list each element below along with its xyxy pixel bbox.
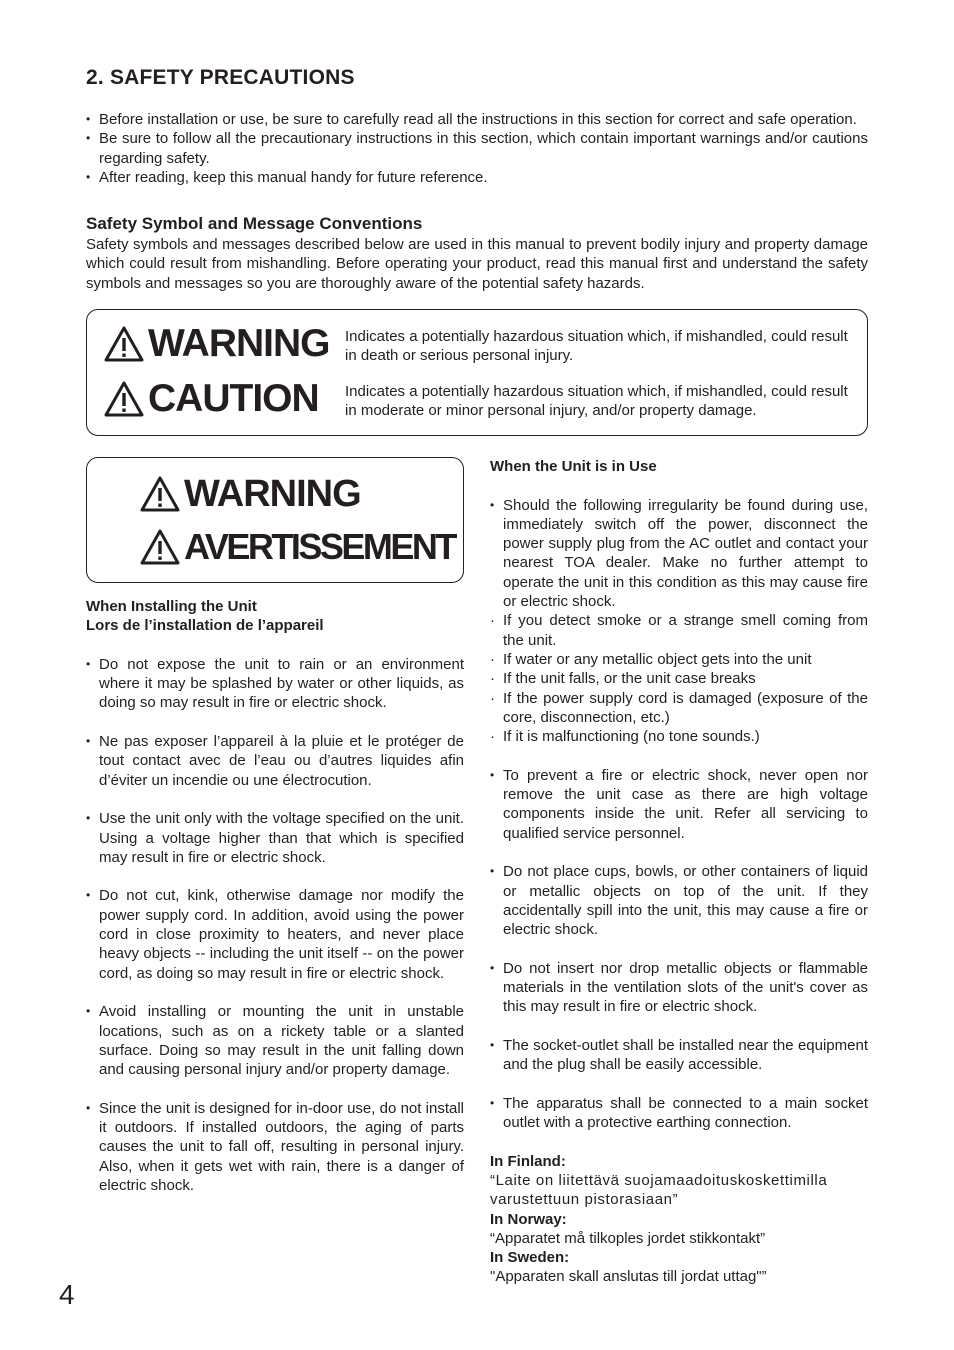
intro-bullet: • After reading, keep this manual handy for future reference.: [86, 168, 868, 187]
list-item: • Do not expose the unit to rain or an environment where it may be splashed by water or other liquids, as doing so may result in fire or electric shock.: [86, 655, 464, 713]
conventions-text: Safety symbols and messages described below are used in this manual to prevent bodily injury and property damage which could result from mishandling. Before operating your product, read this manual first and understand the safety symbols and messages so you are thoroughly aware of the potential safety hazards.: [86, 236, 868, 292]
installing-heading: When Installing the Unit: [86, 598, 257, 615]
legend-caution-text: Indicates a potentially hazardous situation which, if mishandled, could result in moderate or minor personal injury, and/or property damage.: [345, 383, 848, 420]
intro-bullet: • Be sure to follow all the precautionary instructions in this section, which contain important warnings and/or cautions regarding safety.: [86, 129, 868, 168]
installing-heading-fr: Lors de l’installation de l’appareil: [86, 617, 324, 635]
section-title: 2. SAFETY PRECAUTIONS: [86, 66, 355, 89]
legend-warning-text: Indicates a potentially hazardous situation which, if mishandled, could result in death or serious personal injury.: [345, 328, 848, 365]
left-column: [86, 597, 464, 1195]
avertissement-label: AVERTISSEMENT: [184, 526, 455, 567]
warning-signal: [140, 472, 361, 516]
sweden-label: In Sweden:: [490, 1249, 570, 1267]
finland-text: “Laite on liitettävä suojamaadoituskoskettimilla varustettuun pistorasiaan”: [490, 1171, 828, 1209]
avertissement-signal: [140, 525, 455, 569]
list-item: • The apparatus shall be connected to a main socket outlet with a protective earthing connection.: [490, 1094, 868, 1133]
list-item: • Do not place cups, bowls, or other containers of liquid or metallic objects on top of the unit. If they accidentally spill into the unit, this may cause a fire or electric shock.: [490, 862, 868, 939]
in-use-heading: When the Unit is in Use: [490, 458, 657, 475]
irregularity-item: · If water or any metallic object gets into the unit: [490, 650, 868, 669]
country-notes: [490, 1152, 868, 1287]
legend-warning-label: WARNING: [148, 322, 330, 365]
norway-label: In Norway:: [490, 1210, 567, 1228]
list-item: • Ne pas exposer l’appareil à la pluie et le protéger de tout contact avec de l’eau ou d’autres liquides afin d’éviter un incendie ou une électrocution.: [86, 732, 464, 790]
list-item: • Since the unit is designed for in-door use, do not install it outdoors. If installed outdoors, the aging of parts causes the unit to fall off, resulting in personal injury. Also, when it gets wet with rain, there is a danger of electric shock.: [86, 1099, 464, 1195]
warning-triangle-icon: [140, 529, 180, 565]
warning-triangle-icon: [104, 326, 144, 362]
irregularity-item: · If the power supply cord is damaged (exposure of the core, disconnection, etc.): [490, 689, 868, 728]
list-item: • The socket-outlet shall be installed near the equipment and the plug shall be easily accessible.: [490, 1036, 868, 1075]
list-item: • Do not cut, kink, otherwise damage nor modify the power supply cord. In addition, avoid using the power cord in close proximity to heaters, and never place heavy objects -- including the unit itself -- on the power cord, as doing so may result in fire or electric shock.: [86, 886, 464, 982]
finland-label: In Finland:: [490, 1152, 566, 1170]
conventions-heading: Safety Symbol and Message Conventions: [86, 214, 423, 233]
irregularity-item: · If the unit falls, or the unit case breaks: [490, 669, 868, 688]
installing-list: [86, 655, 464, 1195]
warning-label: WARNING: [184, 472, 361, 515]
norway-text: “Apparatet må tilkoples jordet stikkontakt”: [490, 1229, 766, 1247]
list-item: • Do not insert nor drop metallic objects or flammable materials in the ventilation slots of the unit's cover as this may result in fire or electric shock.: [490, 959, 868, 1017]
right-column: [490, 457, 868, 1287]
legend-caution-label: CAUTION: [148, 377, 319, 420]
intro-bullet: • Before installation or use, be sure to carefully read all the instructions in this section for correct and safe operation.: [86, 110, 868, 129]
intro-bullet-list: [86, 110, 868, 187]
list-item: • Use the unit only with the voltage specified on the unit. Using a voltage higher than that which is specified may result in fire or electric shock.: [86, 809, 464, 867]
list-item: • Avoid installing or mounting the unit in unstable locations, such as on a rickety table or a slanted surface. Doing so may result in the unit falling down and causing personal injury and/or property damage.: [86, 1002, 464, 1079]
page-number: 4: [59, 1279, 75, 1310]
legend-warning-signal: [104, 322, 330, 366]
list-item: • Should the following irregularity be found during use, immediately switch off the power, disconnect the power supply plug from the AC outlet and contact your nearest TOA dealer. Make no further attempt to operate the unit in this condition as this may cause fire or electric shock.: [490, 496, 868, 612]
irregularity-item: · If you detect smoke or a strange smell coming from the unit.: [490, 611, 868, 650]
list-item: • To prevent a fire or electric shock, never open nor remove the unit case as there are high voltage components inside the unit. Refer all servicing to qualified service personnel.: [490, 766, 868, 843]
in-use-list: [490, 496, 868, 1133]
warning-triangle-icon: [104, 381, 144, 417]
legend-caution-signal: [104, 377, 319, 421]
warning-triangle-icon: [140, 476, 180, 512]
irregularity-item: · If it is malfunctioning (no tone sounds.): [490, 727, 868, 746]
sweden-text: "Apparaten skall anslutas till jordat uttag"”: [490, 1268, 767, 1286]
